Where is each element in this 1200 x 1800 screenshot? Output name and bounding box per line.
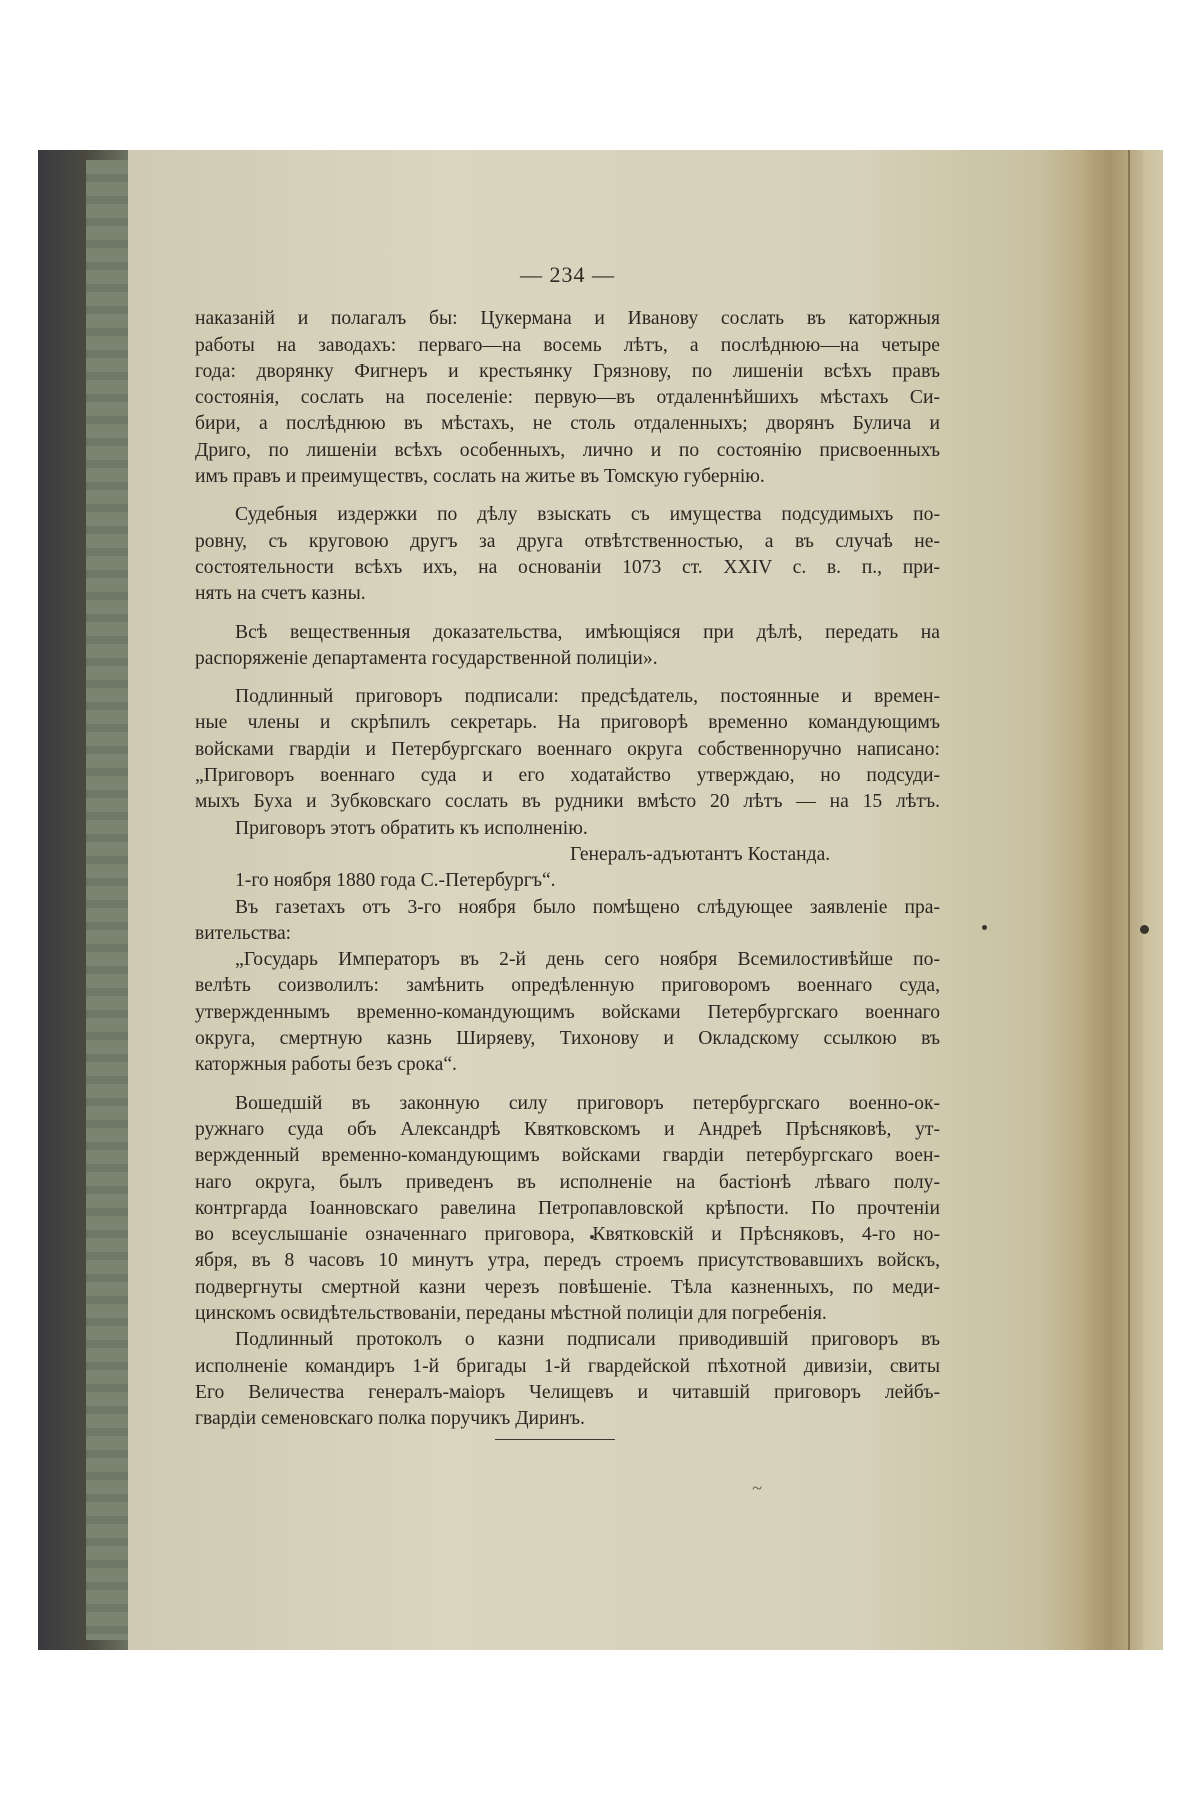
- text-line: Подлинный протоколъ о казни подписали приводившій приговоръ въ: [235, 1329, 940, 1351]
- text-line: мыхъ Буха и Зубковскаго сослать въ рудники вмѣсто 20 лѣтъ — на 15 лѣтъ.: [195, 791, 940, 813]
- text-line: 1-го ноября 1880 года С.-Петербургъ“.: [235, 870, 556, 892]
- text-line: гвардіи семеновскаго полка поручикъ Диринъ.: [195, 1408, 585, 1430]
- ink-spot: [982, 925, 987, 930]
- text-line: Всѣ вещественныя доказательства, имѣющіяся при дѣлѣ, передать на: [235, 621, 940, 643]
- text-line: имъ правъ и преимуществъ, сослать на житье въ Томскую губернію.: [195, 466, 765, 488]
- ink-spot: [1140, 925, 1149, 934]
- text-line: контргарда Іоанновскаго равелина Петропавловской крѣпости. По прочтеніи: [195, 1197, 940, 1219]
- text-line: каторжныя работы безъ срока“.: [195, 1054, 457, 1076]
- page-text: [195, 262, 940, 1432]
- text-line: ровну, съ круговою другъ за друга отвѣтственностью, а въ случаѣ не-: [195, 530, 940, 552]
- text-line: Вошедшій въ законную силу приговоръ петербургскаго военно-ок-: [235, 1092, 940, 1114]
- library-stamp: ~: [752, 1478, 763, 1498]
- text-line: „Приговоръ военнаго суда и его ходатайство утверждаю, но подсуди-: [195, 765, 940, 787]
- text-line: войсками гвардіи и Петербургскаго военнаго округа собственноручно написано:: [195, 738, 940, 760]
- text-line: „Государь Императоръ въ 2-й день сего ноября Всемилостивѣйше по-: [235, 949, 940, 971]
- text-line: вержденный временно-командующимъ войсками гвардіи петербургскаго воен-: [195, 1145, 940, 1167]
- text-line: Судебныя издержки по дѣлу взыскать съ имущества подсудимыхъ по-: [235, 504, 940, 526]
- page-fold: [1128, 150, 1130, 1650]
- text-line: ные члены и скрѣпилъ секретарь. На приговорѣ временно командующимъ: [195, 712, 940, 734]
- text-line: подвергнуты смертной казни черезъ повѣшеніе. Тѣла казненныхъ, по меди-: [195, 1276, 940, 1298]
- text-line: Въ газетахъ отъ 3-го ноября было помѣщено слѣдующее заявленіе пра-: [235, 896, 940, 918]
- text-line: наказаній и полагалъ бы: Цукермана и Иванову сослать въ каторжныя: [195, 308, 940, 330]
- text-line: Дриго, по лишеніи всѣхъ особенныхъ, лично и по состоянію присвоенныхъ: [195, 439, 940, 461]
- text-line: велѣть соизволилъ: замѣнить опредѣленную приговоромъ военнаго суда,: [195, 975, 940, 997]
- text-line: Его Величества генералъ-маіоръ Челищевъ и читавшій приговоръ лейбъ-: [195, 1381, 940, 1403]
- text-line: бири, а послѣднюю въ мѣстахъ, не столь отдаленныхъ; дворянъ Булича и: [195, 413, 940, 435]
- text-line: Подлинный приговоръ подписали: предсѣдатель, постоянные и времен-: [235, 686, 940, 708]
- page-number: — 234 —: [520, 262, 615, 287]
- signature-line: Генералъ-адъютантъ Костанда.: [570, 843, 831, 865]
- text-line: наго округа, былъ приведенъ въ исполненіе на бастіонѣ лѣваго полу-: [195, 1171, 940, 1193]
- text-line: ября, въ 8 часовъ 10 минутъ утра, передъ строемъ присутствовавшихъ войскъ,: [195, 1250, 940, 1272]
- end-rule: [495, 1439, 615, 1440]
- text-line: исполненіе командиръ 1-й бригады 1-й гвардейской пѣхотной дивизіи, свиты: [195, 1355, 940, 1377]
- text-line: года: дворянку Фигнеръ и крестьянку Грязнову, по лишеніи всѣхъ правъ: [195, 360, 940, 382]
- text-line: Приговоръ этотъ обратить къ исполненію.: [235, 817, 588, 839]
- text-line: состоятельности всѣхъ ихъ, на основаніи 1073 ст. XXIV с. в. п., при-: [195, 556, 940, 578]
- text-line: округа, смертную казнь Ширяеву, Тихонову и Окладскому ссылкою въ: [195, 1028, 940, 1050]
- text-line: состоянія, сослать на поселеніе: первую—въ отдаленнѣйшихъ мѣстахъ Си-: [195, 387, 940, 409]
- text-line: ружнаго суда объ Александрѣ Квятковскомъ и Андреѣ Прѣсняковѣ, ут-: [195, 1118, 940, 1140]
- text-line: цинскомъ освидѣтельствованіи, переданы мѣстной полиціи для погребенія.: [195, 1302, 827, 1324]
- text-line: работы на заводахъ: перваго—на восемь лѣтъ, а послѣднюю—на четыре: [195, 334, 940, 356]
- text-line: нять на счетъ казны.: [195, 583, 366, 605]
- text-line: вительства:: [195, 922, 292, 944]
- text-line: во всеуслышаніе означеннаго приговора, Квятковскій и Прѣсняковъ, 4-го но-: [195, 1224, 940, 1246]
- text-line: утвержденнымъ временно-командующимъ войсками Петербургскаго военнаго: [195, 1001, 940, 1023]
- text-line: распоряженіе департамента государственной полиціи».: [195, 647, 658, 669]
